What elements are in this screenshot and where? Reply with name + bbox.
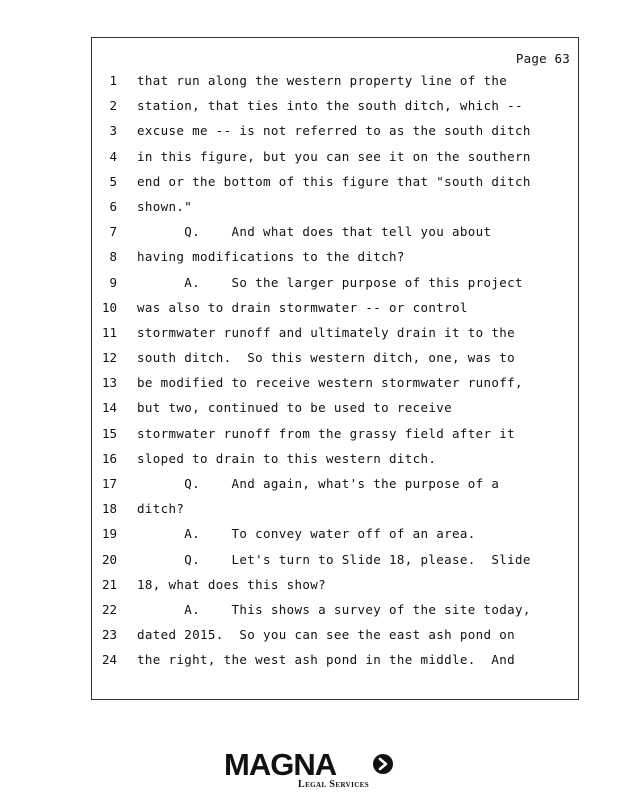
line-number: 21 bbox=[101, 576, 117, 592]
line-number: 15 bbox=[101, 425, 117, 441]
line-text: stormwater runoff and ultimately drain it to the bbox=[137, 324, 516, 340]
line-text: that run along the western property line of the bbox=[137, 73, 508, 88]
line-text: station, that ties into the south ditch, which -- bbox=[137, 98, 523, 114]
transcript-page bbox=[91, 37, 579, 700]
transcript-line bbox=[92, 349, 578, 374]
transcript-line bbox=[92, 299, 578, 324]
line-number: 12 bbox=[101, 350, 117, 366]
line-text: end or the bottom of this figure that "south ditch bbox=[137, 173, 531, 189]
transcript-line bbox=[92, 223, 578, 248]
line-text: A. To convey water off of an area. bbox=[137, 526, 476, 542]
transcript-line bbox=[92, 601, 578, 626]
line-text: Q. And again, what's the purpose of a bbox=[137, 476, 500, 491]
line-number: 3 bbox=[109, 123, 117, 139]
line-number: 23 bbox=[101, 627, 117, 643]
transcript-line bbox=[92, 450, 578, 475]
chevron-right-circle-icon bbox=[372, 753, 394, 775]
line-text: ditch? bbox=[137, 501, 185, 517]
transcript-line bbox=[92, 551, 578, 576]
transcript-line bbox=[92, 97, 578, 122]
transcript-line bbox=[92, 525, 578, 550]
line-text: A. So the larger purpose of this project bbox=[137, 274, 523, 290]
transcript-line bbox=[92, 399, 578, 424]
line-number: 10 bbox=[101, 299, 117, 315]
line-number: 19 bbox=[101, 526, 117, 542]
line-text: shown." bbox=[137, 198, 193, 214]
transcript-line bbox=[92, 72, 578, 97]
line-text: but two, continued to be used to receive bbox=[137, 400, 453, 416]
line-text: be modified to receive western stormwater runoff, bbox=[137, 375, 523, 391]
line-number: 1 bbox=[109, 73, 117, 88]
transcript-line bbox=[92, 274, 578, 299]
line-number: 9 bbox=[109, 274, 117, 290]
line-text: Q. And what does that tell you about bbox=[137, 224, 492, 240]
line-number: 6 bbox=[109, 198, 117, 214]
transcript-line bbox=[92, 198, 578, 223]
line-number: 4 bbox=[109, 148, 117, 164]
transcript-lines bbox=[92, 72, 578, 677]
transcript-line bbox=[92, 148, 578, 173]
line-number: 20 bbox=[101, 551, 117, 567]
line-number: 17 bbox=[101, 476, 117, 491]
line-number: 7 bbox=[109, 224, 117, 240]
line-text: south ditch. So this western ditch, one, was to bbox=[137, 350, 516, 366]
transcript-line bbox=[92, 324, 578, 349]
line-text: excuse me -- is not referred to as the south ditch bbox=[137, 123, 531, 139]
transcript-line bbox=[92, 651, 578, 676]
line-number: 11 bbox=[101, 324, 117, 340]
line-number: 2 bbox=[109, 98, 117, 114]
line-number: 13 bbox=[101, 375, 117, 391]
logo-wordmark: MAGNA bbox=[224, 747, 337, 782]
line-text: A. This shows a survey of the site today, bbox=[137, 601, 531, 617]
transcript-line bbox=[92, 425, 578, 450]
line-number: 24 bbox=[101, 652, 117, 668]
logo-subtitle: Legal Services bbox=[298, 779, 370, 790]
transcript-line bbox=[92, 122, 578, 147]
magna-logo bbox=[224, 748, 396, 792]
line-text: the right, the west ash pond in the middle. And bbox=[137, 652, 516, 668]
line-text: sloped to drain to this western ditch. bbox=[137, 450, 437, 466]
line-text: 18, what does this show? bbox=[137, 576, 327, 592]
transcript-line bbox=[92, 374, 578, 399]
line-number: 14 bbox=[101, 400, 117, 416]
transcript-line bbox=[92, 576, 578, 601]
transcript-line bbox=[92, 248, 578, 273]
line-text: was also to drain stormwater -- or control bbox=[137, 299, 468, 315]
line-number: 5 bbox=[109, 173, 117, 189]
line-text: in this figure, but you can see it on the southern bbox=[137, 148, 531, 164]
line-text: stormwater runoff from the grassy field after it bbox=[137, 425, 516, 441]
transcript-line bbox=[92, 475, 578, 500]
line-text: dated 2015. So you can see the east ash pond on bbox=[137, 627, 516, 643]
transcript-line bbox=[92, 173, 578, 198]
page-number: Page 63 bbox=[515, 51, 570, 66]
line-number: 18 bbox=[101, 501, 117, 517]
line-number: 16 bbox=[101, 450, 117, 466]
transcript-line bbox=[92, 500, 578, 525]
transcript-line bbox=[92, 626, 578, 651]
line-number: 8 bbox=[109, 249, 117, 265]
line-text: Q. Let's turn to Slide 18, please. Slide bbox=[137, 551, 531, 567]
line-number: 22 bbox=[101, 601, 117, 617]
line-text: having modifications to the ditch? bbox=[137, 249, 405, 265]
